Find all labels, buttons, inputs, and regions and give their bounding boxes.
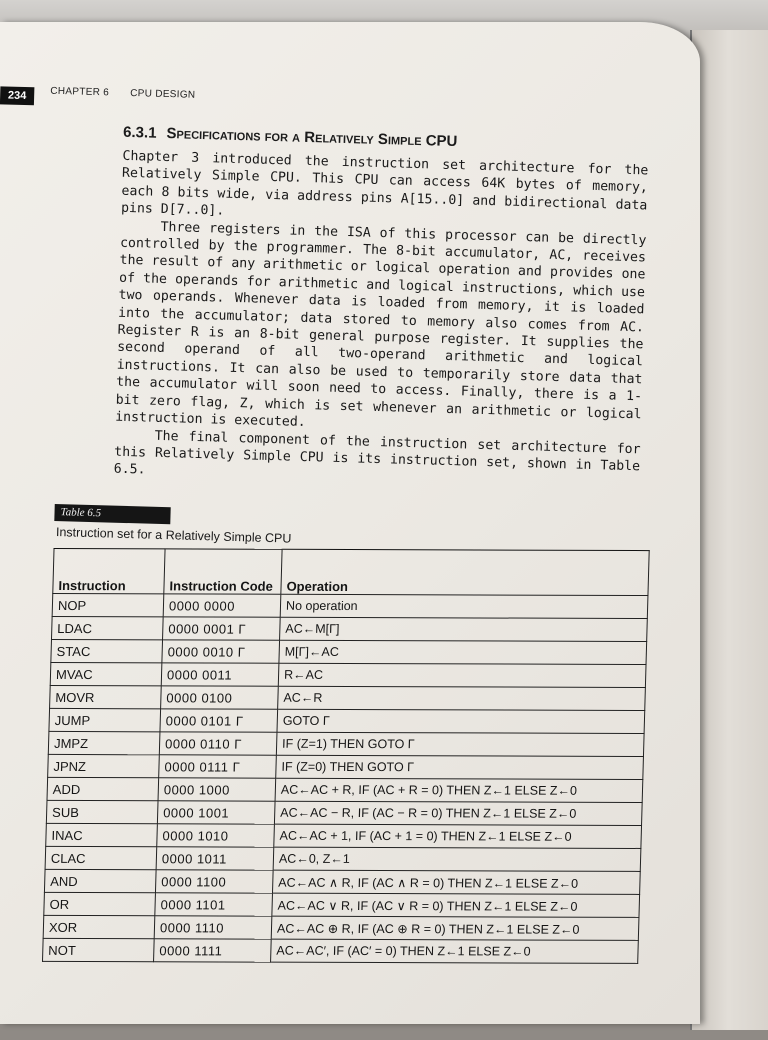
operation-cell: AC←AC ⊕ R, IF (AC ⊕ R = 0) THEN Z←1 ELSE Z←0 <box>271 916 639 940</box>
operation-cell: No operation <box>280 594 648 618</box>
running-head <box>50 86 213 102</box>
table-caption: Instruction set for a Relatively Simple CPU <box>55 525 292 546</box>
table-row <box>52 593 648 618</box>
code-cell: 0000 1110 <box>154 916 272 939</box>
instruction-cell: STAC <box>51 639 163 662</box>
paragraph: The final component of the instruction set architecture for this Relatively Simple CPU is its instruction set, shown in Table 6.5. <box>113 428 641 478</box>
operation-cell: IF (Z=0) THEN GOTO Γ <box>276 755 644 779</box>
code-cell: 0000 1010 <box>157 824 275 847</box>
table-row <box>48 731 644 756</box>
code-cell: 0000 0110 Γ <box>159 732 277 755</box>
page-content <box>0 20 702 1039</box>
operation-cell: AC←AC + 1, IF (AC + 1 = 0) THEN Z←1 ELSE Z←0 <box>274 824 642 848</box>
code-cell: 0000 0011 <box>161 663 279 686</box>
table-row <box>44 869 640 894</box>
table-row <box>46 823 642 848</box>
instruction-set-table <box>42 548 650 964</box>
table-label: Table 6.5 <box>54 504 170 524</box>
instruction-cell: LDAC <box>51 616 163 639</box>
header-instruction: Instruction <box>53 548 165 593</box>
table-row <box>45 846 641 871</box>
table-row <box>51 639 647 664</box>
operation-cell: GOTO Γ <box>277 709 645 733</box>
operation-cell: AC←AC′, IF (AC′ = 0) THEN Z←1 ELSE Z←0 <box>271 939 639 963</box>
instruction-cell: AND <box>44 869 156 892</box>
header-operation: Operation <box>281 549 649 595</box>
table-header-row <box>53 548 649 595</box>
instruction-cell: OR <box>44 892 156 915</box>
instruction-cell: ADD <box>47 777 159 800</box>
operation-cell: R←AC <box>278 663 646 687</box>
body-text <box>114 148 649 493</box>
instruction-cell: NOT <box>42 938 154 961</box>
instruction-cell: INAC <box>46 823 158 846</box>
code-cell: 0000 1100 <box>155 870 273 893</box>
operation-cell: AC←M[Γ] <box>280 617 648 641</box>
instruction-cell: XOR <box>43 915 155 938</box>
operation-cell: AC←0, Z←1 <box>273 847 641 871</box>
chapter-label: CHAPTER 6 <box>50 85 110 99</box>
code-cell: 0000 1101 <box>155 893 273 916</box>
chapter-title: CPU DESIGN <box>130 87 196 101</box>
facing-page-edge <box>690 30 768 1030</box>
instruction-cell: CLAC <box>45 846 157 869</box>
header-instruction-code: Instruction Code <box>164 549 282 594</box>
code-cell: 0000 0000 <box>163 594 281 617</box>
operation-cell: AC←AC ∨ R, IF (AC ∨ R = 0) THEN Z←1 ELSE Z←0 <box>272 893 640 917</box>
page-number: 234 <box>0 86 34 105</box>
table-row <box>46 800 642 825</box>
instruction-cell: SUB <box>46 800 158 823</box>
code-cell: 0000 1111 <box>154 939 272 962</box>
code-cell: 0000 1000 <box>158 778 276 801</box>
instruction-cell: MOVR <box>50 685 162 708</box>
instruction-cell: JUMP <box>49 708 161 731</box>
code-cell: 0000 0100 <box>161 686 279 709</box>
code-cell: 0000 0001 Γ <box>163 617 281 640</box>
operation-cell: AC←AC + R, IF (AC + R = 0) THEN Z←1 ELSE Z←0 <box>275 778 643 802</box>
table-row <box>47 777 643 802</box>
code-cell: 0000 1001 <box>157 801 275 824</box>
instruction-cell: JPNZ <box>48 754 160 777</box>
operation-cell: AC←AC − R, IF (AC − R = 0) THEN Z←1 ELSE Z←0 <box>274 801 642 825</box>
section-number: 6.3.1 <box>122 123 157 142</box>
section-title: Specifications for a Relatively Simple CPU <box>166 124 458 151</box>
section-heading <box>123 124 458 150</box>
table-body <box>42 593 647 963</box>
table-row <box>50 685 646 710</box>
table-row <box>49 708 645 733</box>
book-page <box>0 22 700 1024</box>
operation-cell: AC←AC ∧ R, IF (AC ∧ R = 0) THEN Z←1 ELSE Z←0 <box>272 870 640 894</box>
instruction-cell: MVAC <box>50 662 162 685</box>
instruction-cell: JMPZ <box>48 731 160 754</box>
table-row <box>50 662 646 687</box>
paragraph: Chapter 3 introduced the instruction set architecture for the Relatively Simple CPU. This CPU can access 64K bytes of memory, each 8 bits wide, via address pins A[15..0] and bidirectional data pins D[7..0]. <box>120 148 649 219</box>
table-row <box>48 754 644 779</box>
operation-cell: AC←R <box>278 686 646 710</box>
code-cell: 0000 0111 Γ <box>159 755 277 778</box>
paragraph: Three registers in the ISA of this processor can be directly controlled by the programmer. The 8-bit accumulator, AC, receives the result of any arithmetic or logical operation and provides one of the operands for arithmetic and logical instructions, which use two operands. Whenever data is loaded from memory, it is loaded into the accumulator; data stored to memory also comes from AC. Register R is an 8-bit general purpose register. It supplies the second operand of all two-operand arithmetic and logical instructions. It can also be used to temporarily store data that the accumulator will soon need to access. Finally, there is a 1-bit zero flag, Z, which is set whenever an arithmetic or logical instruction is executed. <box>115 219 647 431</box>
operation-cell: M[Γ]←AC <box>279 640 647 664</box>
table-row <box>42 938 638 963</box>
operation-cell: IF (Z=1) THEN GOTO Γ <box>276 732 644 756</box>
table-row <box>43 915 639 940</box>
code-cell: 0000 0010 Γ <box>162 640 280 663</box>
table-row <box>44 892 640 917</box>
code-cell: 0000 1011 <box>156 847 274 870</box>
code-cell: 0000 0101 Γ <box>160 709 278 732</box>
table-row <box>51 616 647 641</box>
instruction-cell: NOP <box>52 593 164 616</box>
